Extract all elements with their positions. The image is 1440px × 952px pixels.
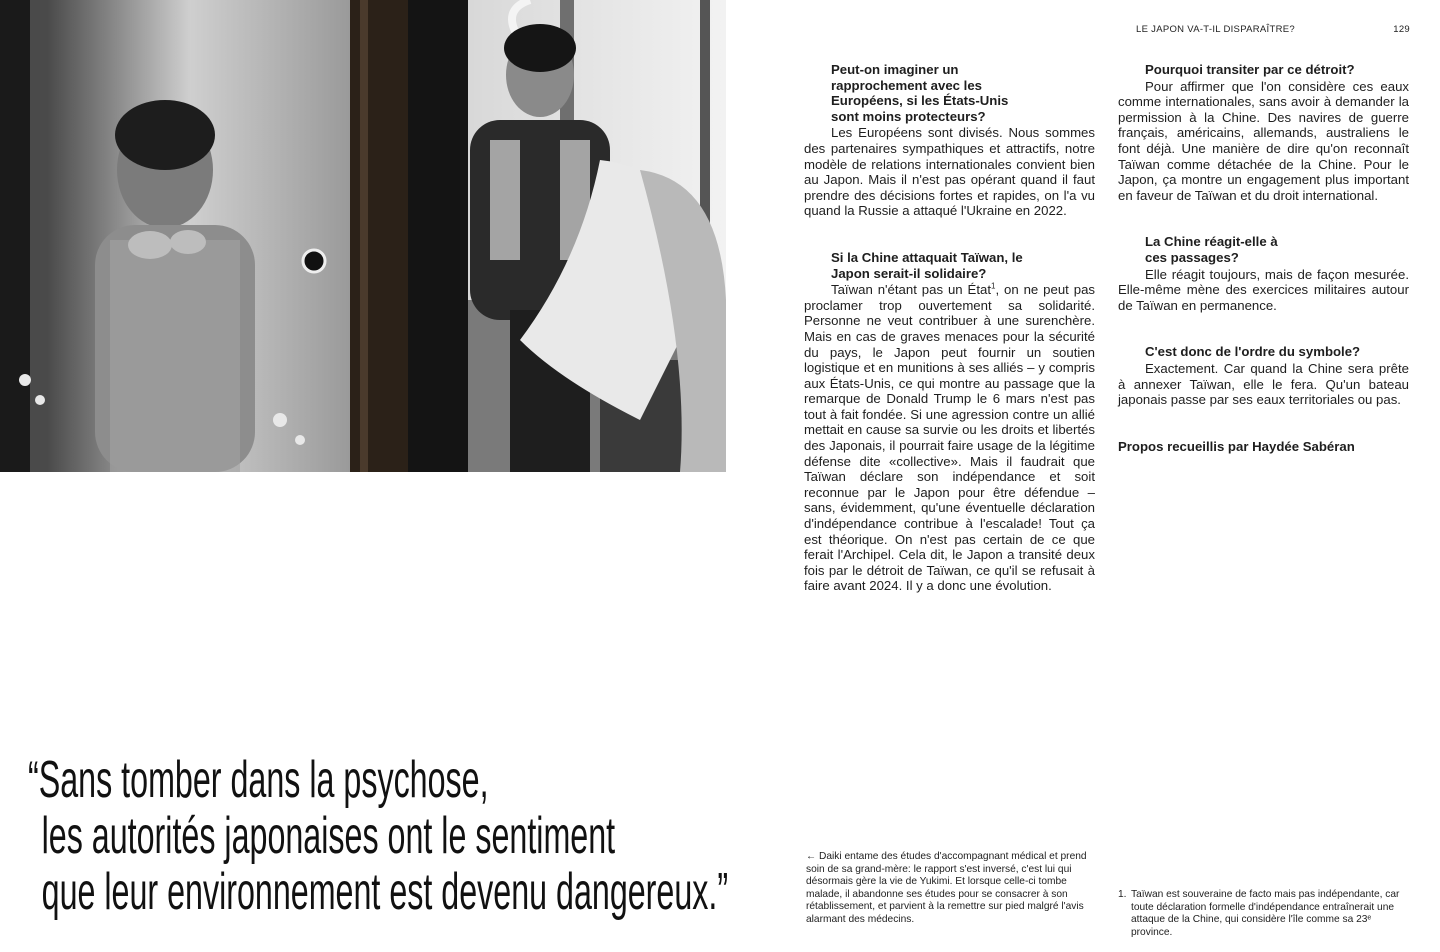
- pull-quote: [28, 752, 728, 947]
- answer-text-end: , on ne peut pas proclamer trop ouvertement sa solidarité. Personne ne veut contribuer à une surenchère. Mais en cas de graves menaces pour la sécurité du pays, le Japon peut fournir un soutien logistique et en munitions à ses alliés – y compris aux États-Unis, ce qui montre au passage que la remarque de Donald Trump le 6 mars n'est pas tout à fait fondée. Si une agression contre un allié mettait en cause sa survie ou les droits et libertés des Japonais, il pourrait faire usage de la légitime défense dite «collective». Mais il faudrait que Taïwan déclare son indépendance et soit reconnue par le Japon pour être défendue – sans, évidemment, qu'une éventuelle déclaration d'indépendance contribue à l'escalade! Tout ça est théorique. On n'est pas certain de ce que ferait l'Archipel. Cela dit, le Japon a transité deux fois par le détroit de Taïwan, ce qu'il se refusait à faire avant 2024. Il y a donc une évolution.: [804, 282, 1095, 594]
- answer: Les Européens sont divisés. Nous sommes des partenaires sympathiques et attractifs, notre modèle de relations internationales convient bien au Japon. Mais il n'est pas opérant quand il faut prendre des décisions fortes et rapides, on l'a vu quand la Russie a attaqué l'Ukraine en 2022.: [804, 125, 1095, 219]
- answer: [804, 282, 1095, 594]
- pull-quote-line: que leur environnement est devenu dangereux.”: [41, 863, 729, 921]
- footnote-number: 1.: [1118, 889, 1127, 900]
- interview-credit: Propos recueillis par Haydée Sabéran: [1118, 438, 1355, 454]
- answer: Elle réagit toujours, mais de façon mesurée. Elle-même mène des exercices militaires autour de Taïwan en permanence.: [1118, 266, 1409, 313]
- question: C'est donc de l'ordre du symbole?: [1145, 344, 1361, 360]
- photo-illustration: [0, 0, 726, 472]
- answer: Exactement. Car quand la Chine sera prête à annexer Taïwan, elle le fera. Qu'un bateau japonais passe par ses eaux territoriales ou pas.: [1118, 360, 1409, 408]
- qa-block: [804, 250, 1095, 594]
- question: Pourquoi transiter par ce détroit?: [1145, 62, 1355, 77]
- question: La Chine réagit-elle à ces passages?: [1145, 234, 1278, 265]
- article-column-right: [1118, 62, 1409, 454]
- footnote: [1118, 889, 1409, 939]
- running-title: LE JAPON VA-T-IL DISPARAÎTRE?: [1136, 24, 1295, 35]
- question: Peut-on imaginer un rapprochement avec les Européens, si les États-Unis sont moins protecteurs?: [831, 62, 1009, 124]
- answer-text-start: Taïwan n'étant pas un État: [831, 282, 991, 298]
- question: Si la Chine attaquait Taïwan, le Japon serait-il solidaire?: [831, 249, 1023, 281]
- qa-block: [1118, 344, 1409, 407]
- pull-quote-line: “Sans tomber dans la psychose,: [28, 751, 489, 809]
- footnote-marker: 1: [990, 281, 996, 291]
- page-number: 129: [1393, 24, 1410, 35]
- qa-block: [1118, 234, 1409, 313]
- qa-block: [1118, 62, 1409, 203]
- answer: Pour affirmer que l'on considère ces eaux comme internationales, sans avoir à demander la permission à la Chine. Des navires de guerre français, américains, allemands, australiens le font déjà. Une manière de dire qu'on reconnaît Taïwan comme détachée de la Chine. Pour le Japon, ça montre un engagement plus important en faveur de Taïwan et du droit international.: [1118, 78, 1409, 203]
- article-column-left: [804, 62, 1095, 594]
- photo-caption: ← Daiki entame des études d'accompagnant médical et prend soin de sa grand-mère: le rapport s'est inversé, c'est lui qui désormais gère la vie de Yukimi. Et lorsque celle-ci tombe malade, il abandonne ses études pour se consacrer à son rétablissement, et parvient à la remettre sur pied malgré l'avis alarmant des médecins.: [806, 851, 1087, 925]
- footnote-text: Taïwan est souveraine de facto mais pas indépendante, car toute déclaration formelle d'indépendance entraînerait une attaque de la Chine, qui considère l'île comme sa 23ᵉ province.: [1131, 889, 1400, 938]
- qa-block: [804, 62, 1095, 219]
- running-head: [1136, 24, 1410, 35]
- photo-grandmother-and-grandson: [0, 0, 726, 472]
- pull-quote-line: les autorités japonaises ont le sentiment: [41, 807, 616, 865]
